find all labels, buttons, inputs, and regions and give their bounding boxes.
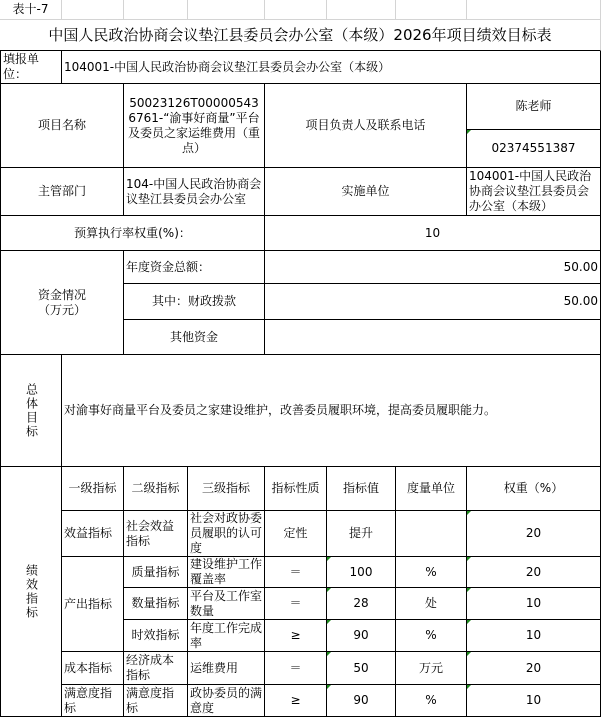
contact-person[interactable]: 陈老师 xyxy=(467,84,601,130)
fiscal-funds-label[interactable]: 其中：财政拨款 xyxy=(124,284,265,320)
row-unit[interactable]: % xyxy=(396,620,467,652)
row-unit[interactable]: 处 xyxy=(396,588,467,620)
header-value[interactable]: 指标值 xyxy=(327,467,396,511)
annual-funds-label[interactable]: 年度资金总额： xyxy=(124,251,265,284)
level1-benefit[interactable]: 效益指标 xyxy=(62,511,124,557)
row-nature[interactable]: 定性 xyxy=(265,511,327,557)
empty-cell[interactable] xyxy=(188,0,265,20)
header-unit[interactable]: 度量单位 xyxy=(396,467,467,511)
row-level3[interactable]: 年度工作完成率 xyxy=(188,620,265,652)
empty-cell[interactable] xyxy=(396,0,467,20)
row-nature[interactable]: ≥ xyxy=(265,685,327,717)
row-weight[interactable]: 10 xyxy=(467,620,601,652)
row-weight[interactable]: 20 xyxy=(467,652,601,685)
reporting-unit-value[interactable]: 104001-中国人民政治协商会议垫江县委员会办公室（本级） xyxy=(62,51,601,84)
level1-satisfaction[interactable]: 满意度指标 xyxy=(62,685,124,717)
row-level2[interactable]: 数量指标 xyxy=(124,588,188,620)
header-level2[interactable]: 二级指标 xyxy=(124,467,188,511)
row-value[interactable]: 90 xyxy=(327,620,396,652)
empty-cell[interactable] xyxy=(62,0,124,20)
header-level3[interactable]: 三级指标 xyxy=(188,467,265,511)
level1-output[interactable]: 产出指标 xyxy=(62,557,124,652)
sheet-title[interactable]: 中国人民政治协商会议垫江县委员会办公室（本级）2026年项目绩效目标表 xyxy=(0,20,601,51)
reporting-unit-label[interactable]: 填报单位： xyxy=(0,51,62,84)
budget-weight-value[interactable]: 10 xyxy=(265,216,601,251)
row-value[interactable]: 90 xyxy=(327,685,396,717)
row-level2[interactable]: 时效指标 xyxy=(124,620,188,652)
row-level2[interactable]: 满意度指标 xyxy=(124,685,188,717)
row-unit[interactable]: 万元 xyxy=(396,652,467,685)
department-label[interactable]: 主管部门 xyxy=(0,168,124,216)
row-level3[interactable]: 建设维护工作覆盖率 xyxy=(188,557,265,588)
row-level3[interactable]: 平台及工作室数量 xyxy=(188,588,265,620)
impl-unit-label[interactable]: 实施单位 xyxy=(265,168,467,216)
level1-cost[interactable]: 成本指标 xyxy=(62,652,124,685)
empty-cell[interactable] xyxy=(124,0,188,20)
row-value[interactable]: 50 xyxy=(327,652,396,685)
row-level2[interactable]: 经济成本指标 xyxy=(124,652,188,685)
row-value[interactable]: 28 xyxy=(327,588,396,620)
row-weight[interactable]: 10 xyxy=(467,685,601,717)
other-funds-value[interactable] xyxy=(265,320,601,355)
row-level3[interactable]: 社会对政协委员履职的认可度 xyxy=(188,511,265,557)
project-name-value[interactable]: 50023126T000005436761-“渝事好商量”平台及委员之家运维费用（重点） xyxy=(124,84,265,168)
header-nature[interactable]: 指标性质 xyxy=(265,467,327,511)
performance-label[interactable]: 绩效指标 xyxy=(24,563,39,620)
row-value[interactable]: 提升 xyxy=(327,511,396,557)
row-weight[interactable]: 20 xyxy=(467,557,601,588)
contact-phone[interactable]: 02374551387 xyxy=(467,130,601,168)
annual-funds-value[interactable]: 50.00 xyxy=(265,251,601,284)
row-value[interactable]: 100 xyxy=(327,557,396,588)
other-funds-label[interactable]: 其他资金 xyxy=(124,320,265,355)
row-unit[interactable] xyxy=(396,511,467,557)
row-nature[interactable]: ＝ xyxy=(265,652,327,685)
header-weight[interactable]: 权重（%） xyxy=(467,467,601,511)
row-weight[interactable]: 20 xyxy=(467,511,601,557)
header-level1[interactable]: 一级指标 xyxy=(62,467,124,511)
row-level3[interactable]: 运维费用 xyxy=(188,652,265,685)
empty-cell[interactable] xyxy=(327,0,396,20)
overall-goal-label[interactable]: 总体目标 xyxy=(24,382,39,439)
project-name-label[interactable]: 项目名称 xyxy=(0,84,124,168)
row-weight[interactable]: 10 xyxy=(467,588,601,620)
empty-cell[interactable] xyxy=(265,0,327,20)
funds-label[interactable]: 资金情况（万元） xyxy=(0,251,124,355)
row-level2[interactable]: 质量指标 xyxy=(124,557,188,588)
row-level2[interactable]: 社会效益指标 xyxy=(124,511,188,557)
department-value[interactable]: 104-中国人民政治协商会议垫江县委员会办公室 xyxy=(124,168,265,216)
row-level3[interactable]: 政协委员的满意度 xyxy=(188,685,265,717)
row-nature[interactable]: ＝ xyxy=(265,588,327,620)
fiscal-funds-value[interactable]: 50.00 xyxy=(265,284,601,320)
impl-unit-value[interactable]: 104001-中国人民政治协商会议垫江县委员会办公室（本级） xyxy=(467,168,601,216)
row-nature[interactable]: ＝ xyxy=(265,557,327,588)
row-unit[interactable]: % xyxy=(396,557,467,588)
contact-label[interactable]: 项目负责人及联系电话 xyxy=(265,84,467,168)
row-unit[interactable]: % xyxy=(396,685,467,717)
overall-goal-value[interactable]: 对渝事好商量平台及委员之家建设维护，改善委员履职环境，提高委员履职能力。 xyxy=(62,355,601,467)
budget-weight-label[interactable]: 预算执行率权重(%)： xyxy=(0,216,265,251)
row-nature[interactable]: ≥ xyxy=(265,620,327,652)
empty-cell[interactable] xyxy=(467,0,601,20)
table-number[interactable]: 表十-7 xyxy=(0,0,62,20)
